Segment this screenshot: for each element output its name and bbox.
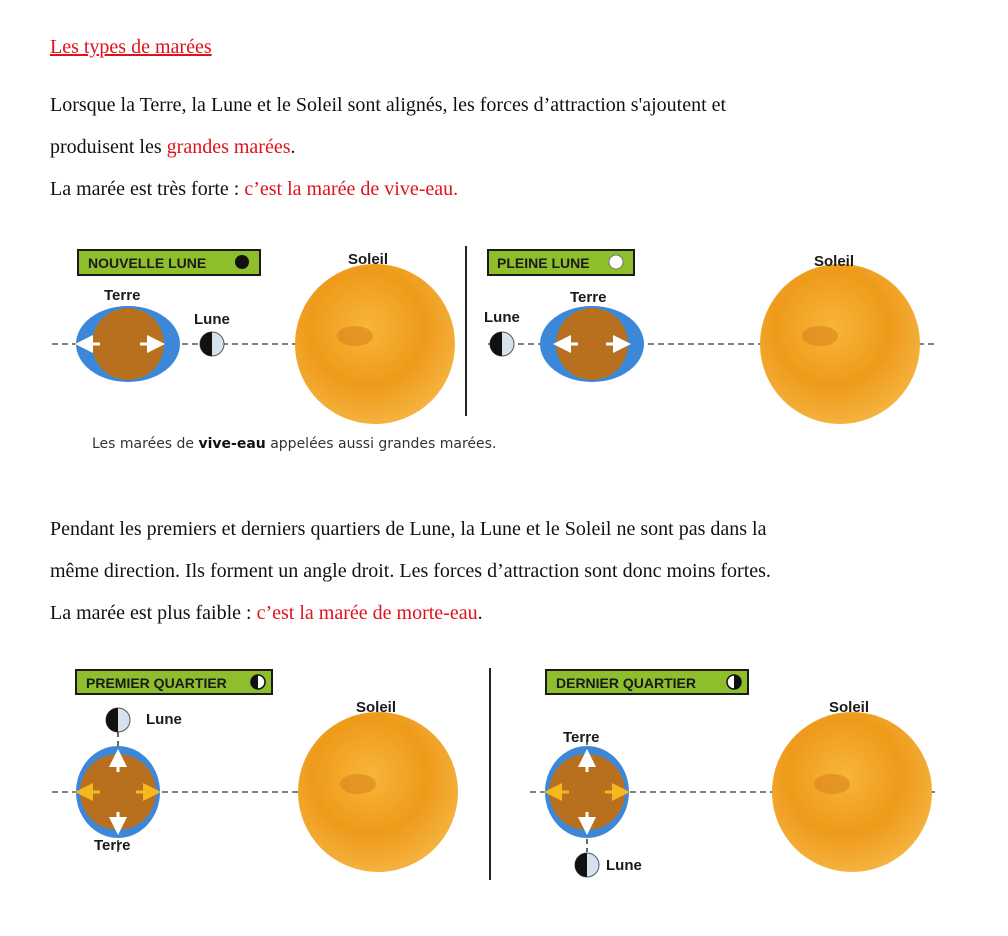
sun-label: Soleil [814, 253, 855, 270]
earth-label: Terre [563, 729, 600, 746]
p1-line2-start: produisent les [50, 136, 167, 158]
spring-tide-figure [0, 236, 1008, 462]
earth-label: Terre [570, 289, 607, 306]
new-moon-tag-label: NOUVELLE LUNE [88, 255, 207, 271]
moon-label: Lune [484, 309, 520, 326]
sun-icon [760, 264, 920, 424]
first-quarter-panel [52, 670, 458, 872]
neap-tide-figure [0, 660, 1008, 890]
full-moon-panel [484, 250, 935, 424]
p2-line1: Pendant les premiers et derniers quartiers de Lune, la Lune et le Soleil ne sont pas dans la [50, 518, 767, 540]
p2-line3-end: . [477, 602, 483, 624]
last-quarter-tag-label: DERNIER QUARTIER [556, 675, 697, 691]
sun-label: Soleil [348, 251, 389, 268]
highlight-morte-eau: c’est la marée de morte-eau [256, 602, 478, 624]
first-quarter-tag-label: PREMIER QUARTIER [86, 675, 227, 691]
earth-label: Terre [104, 287, 141, 304]
highlight-vive-eau: c’est la marée de vive-eau. [244, 178, 459, 200]
p1-line2-end: . [290, 136, 296, 158]
sun-icon [295, 264, 455, 424]
p2-line2: même direction. Ils forment un angle droit. Les forces d’attraction sont donc moins fortes. [50, 560, 771, 582]
paragraph-neap-tide [50, 508, 970, 634]
moon-label: Lune [606, 857, 642, 874]
paragraph-spring-tide [50, 84, 950, 210]
p1-line3-start: La marée est très forte : [50, 178, 245, 200]
new-moon-panel [52, 250, 455, 424]
sun-label: Soleil [356, 699, 397, 716]
section-heading: Les types de marées [50, 36, 212, 58]
earth-label: Terre [94, 837, 131, 854]
full-moon-tag-label: PLEINE LUNE [497, 255, 590, 271]
highlight-grandes-marees: grandes marées [166, 136, 291, 158]
sun-label: Soleil [829, 699, 870, 716]
full-moon-icon [609, 255, 623, 269]
p2-line3-start: La marée est plus faible : [50, 602, 257, 624]
sun-icon [298, 712, 458, 872]
last-quarter-panel [530, 670, 935, 877]
p1-line1: Lorsque la Terre, la Lune et le Soleil sont alignés, les forces d’attraction s'ajoutent et [50, 94, 727, 116]
moon-label: Lune [194, 311, 230, 328]
moon-label: Lune [146, 711, 182, 728]
new-moon-icon [235, 255, 249, 269]
sun-icon [772, 712, 932, 872]
figure-caption: Les marées de vive-eau appelées aussi grandes marées. [92, 436, 497, 452]
